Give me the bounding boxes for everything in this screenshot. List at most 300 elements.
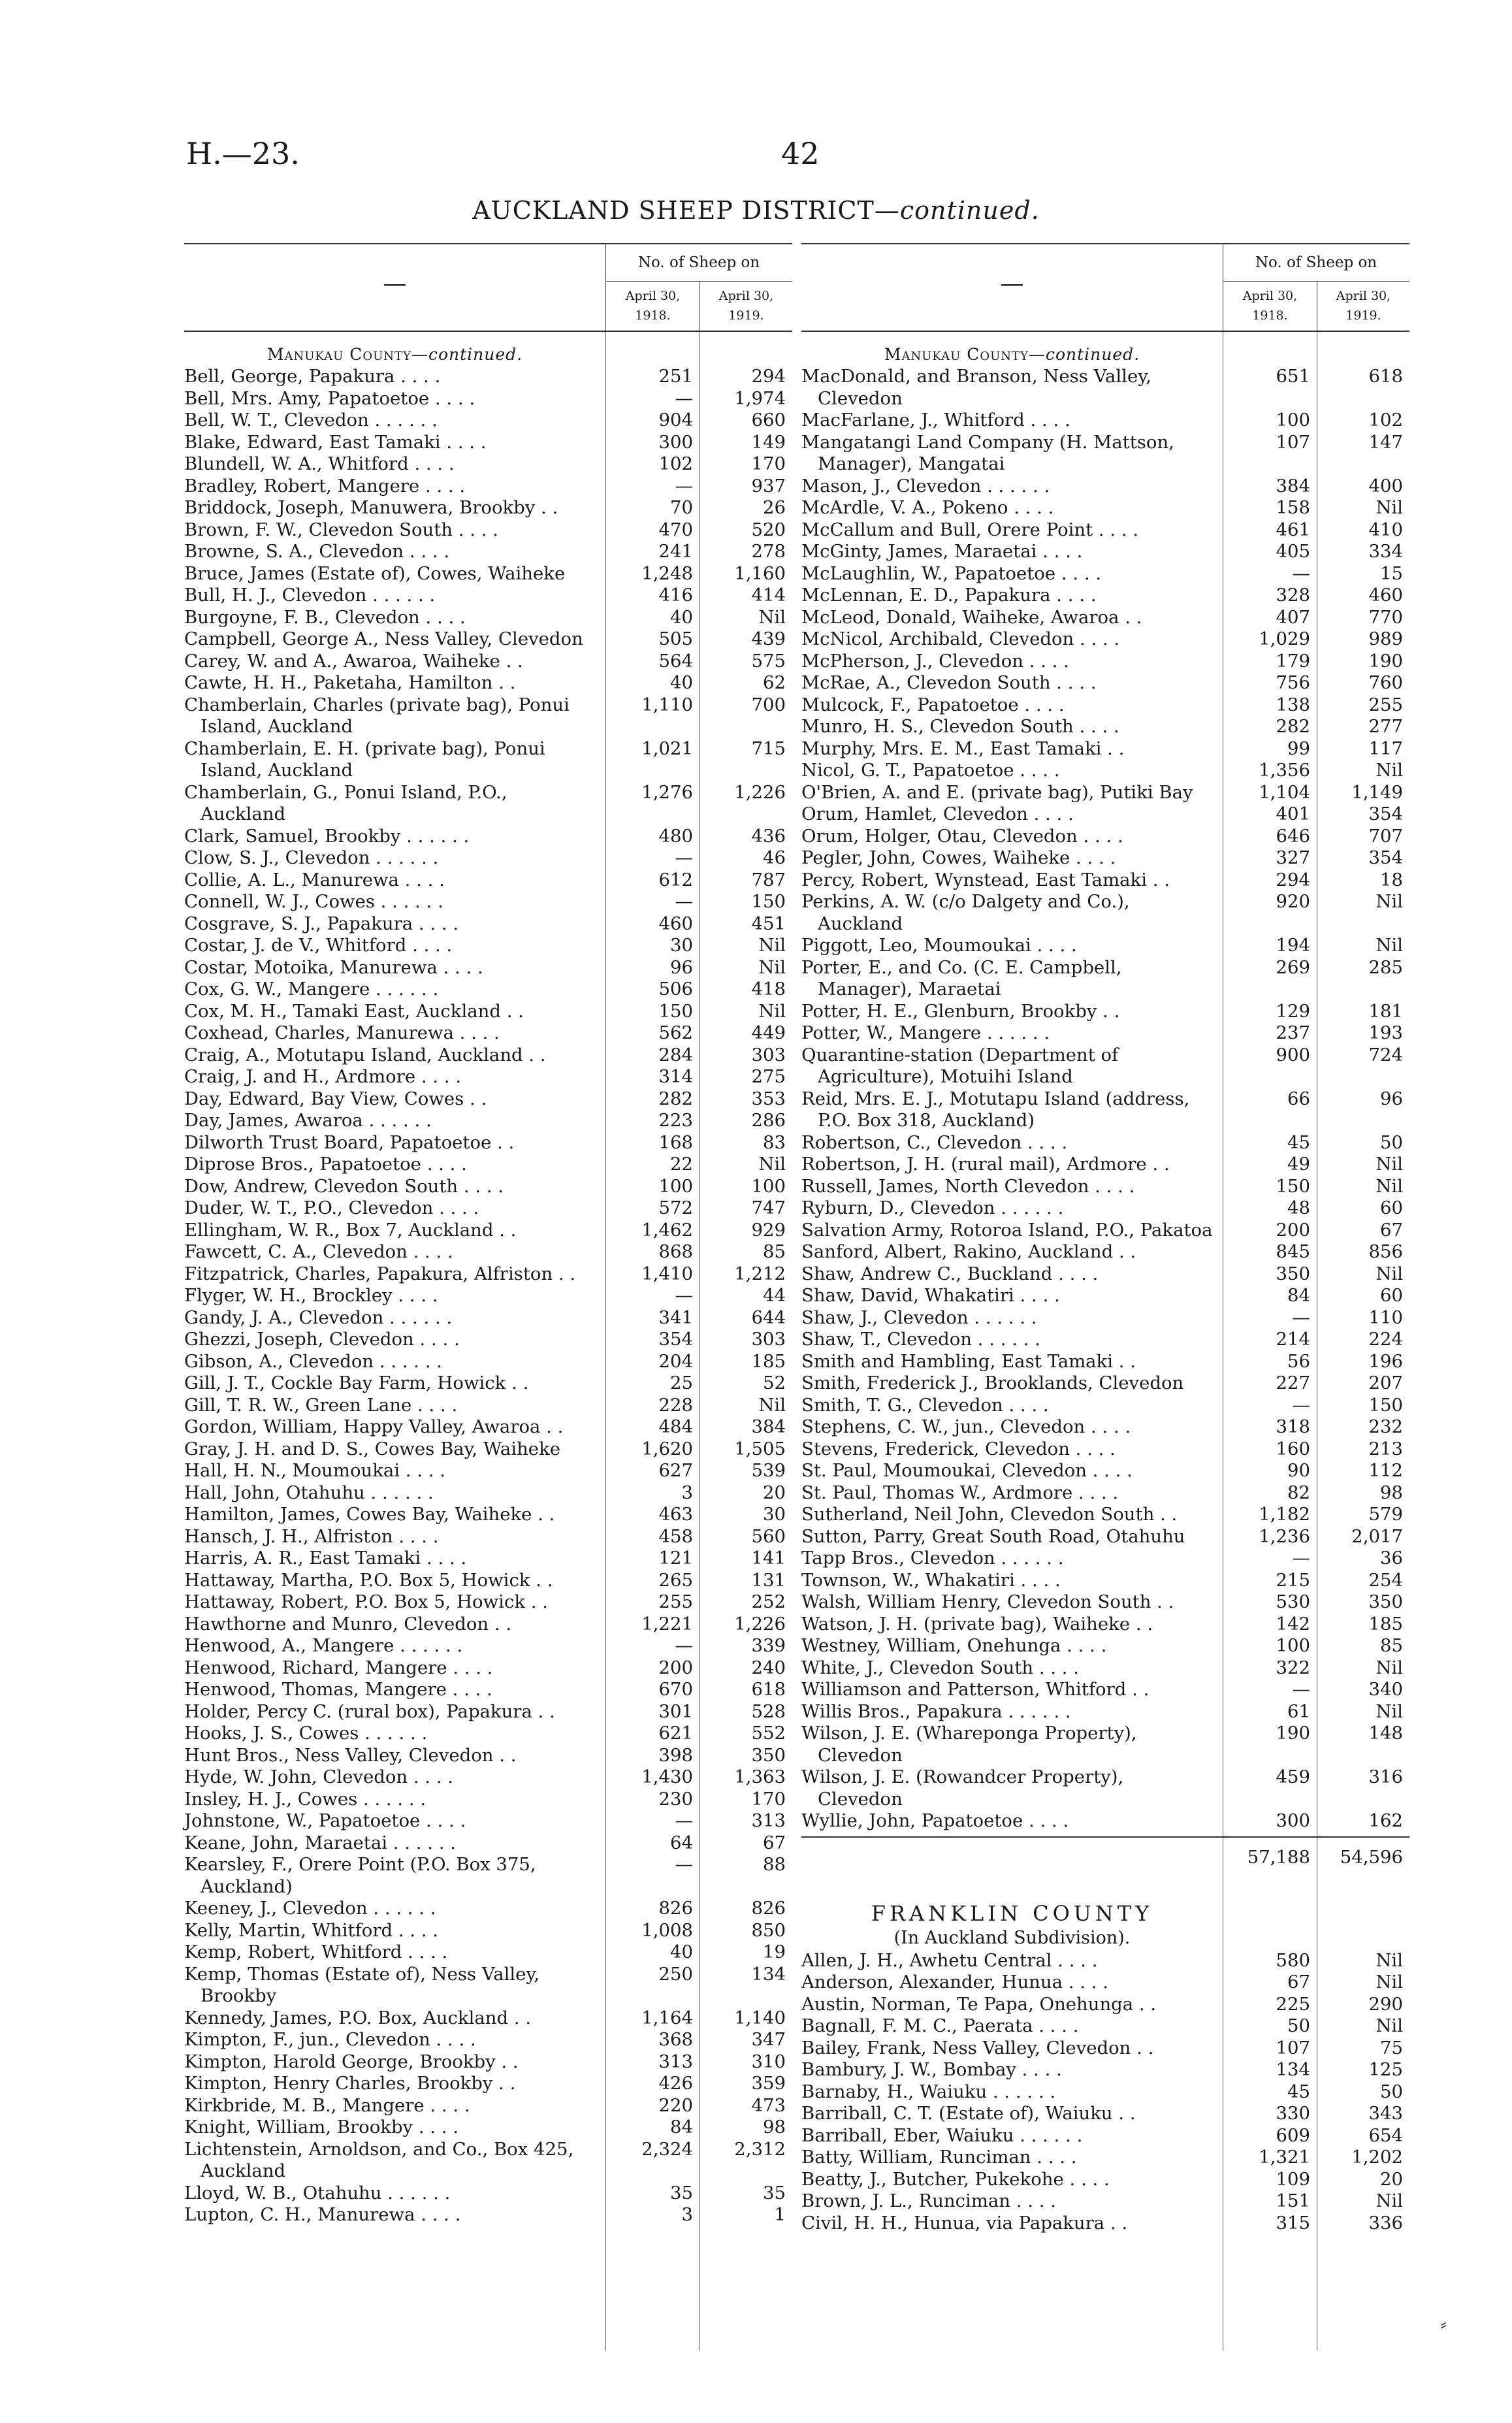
sheep-1919: 354 (1368, 847, 1403, 868)
table-row (184, 1504, 792, 1526)
sheep-1918: 241 (658, 541, 693, 562)
table-row (801, 1994, 1409, 2016)
owner-name: Hansch, J. H., Alfriston . . . . (184, 1525, 439, 1547)
owner-name: Kimpton, F., jun., Clevedon . . . . (184, 2029, 476, 2050)
sheep-1919: 707 (1368, 825, 1403, 847)
sheep-1919: 350 (751, 1744, 786, 1766)
owner-name: Kelly, Martin, Whitford . . . . (184, 1919, 439, 1941)
owner-name: Coxhead, Charles, Manurewa . . . . (184, 1022, 500, 1043)
table-row (801, 1263, 1409, 1286)
sheep-1919: 929 (751, 1219, 786, 1241)
sheep-1918: 282 (1276, 716, 1310, 737)
owner-name: Cawte, H. H., Paketaha, Hamilton . . (184, 672, 516, 693)
table-row (801, 1439, 1409, 1461)
sheep-1918: 609 (1276, 2124, 1310, 2146)
sheep-1918: 1,236 (1259, 1525, 1310, 1547)
owner-name: Ellingham, W. R., Box 7, Auckland . . (184, 1219, 517, 1241)
sheep-1919: 414 (751, 585, 786, 606)
sheep-1919: 715 (751, 738, 786, 759)
table-row (801, 957, 1409, 1001)
sheep-1918: 845 (1276, 1241, 1310, 1262)
owner-name: Kemp, Robert, Whitford . . . . (184, 1942, 448, 1962)
owner-name: Harris, A. R., East Tamaki . . . . (184, 1548, 467, 1569)
owner-name: Bell, W. T., Clevedon . . . . . . (184, 410, 438, 431)
franklin-rows (801, 1950, 1409, 2235)
owner-name: McPherson, J., Clevedon . . . . (801, 650, 1069, 672)
table-row (184, 979, 792, 1001)
table-row (184, 672, 792, 694)
sheep-1918: 61 (1287, 1700, 1310, 1722)
owner-name: Murphy, Mrs. E. M., East Tamaki . . (801, 738, 1125, 759)
owner-name: Smith, Frederick J., Brooklands, Clevedon (801, 1373, 1184, 1393)
owner-name: Day, James, Awaroa . . . . . . (184, 1110, 432, 1131)
sheep-1919: 340 (1368, 1679, 1403, 1700)
sheep-1918: 282 (658, 1088, 693, 1109)
table-row (801, 870, 1409, 892)
sheep-1918: 506 (658, 979, 693, 1000)
sheep-1918: — (1292, 1548, 1310, 1569)
sheep-1919: 1,212 (734, 1263, 786, 1284)
table-row (184, 2204, 792, 2226)
owner-name: Insley, H. J., Cowes . . . . . . (184, 1788, 426, 1810)
sheep-1919: 232 (1368, 1416, 1403, 1437)
sheep-1919: 460 (1368, 585, 1403, 606)
sheep-1918: 1,321 (1259, 2147, 1310, 2168)
sheep-1918: 300 (1276, 1810, 1310, 1831)
owner-name: Browne, S. A., Clevedon . . . . (184, 541, 450, 562)
sheep-1919: 2,312 (734, 2138, 786, 2160)
table-row (184, 453, 792, 476)
right-section-suffix: —continued. (1028, 345, 1140, 364)
right-section-name: Manukau County (884, 345, 1029, 364)
owner-name: Hattaway, Martha, P.O. Box 5, Howick . . (184, 1569, 553, 1591)
owner-name: Sanford, Albert, Rakino, Auckland . . (801, 1241, 1136, 1262)
owner-name: Chamberlain, E. H. (private bag), Ponui Island, Auckland (184, 738, 545, 781)
owner-name: Nicol, G. T., Papatoetoe . . . . (801, 760, 1060, 781)
owner-name: Chamberlain, G., Ponui Island, P.O., Auckland (184, 781, 507, 824)
sheep-1919: 1,160 (734, 562, 786, 584)
sheep-1919: 747 (751, 1197, 786, 1218)
left-rows (184, 366, 792, 2226)
sheep-1918: 328 (1276, 585, 1310, 606)
sheep-1918: 313 (658, 2051, 693, 2072)
table-row (184, 1701, 792, 1723)
table-row (184, 738, 792, 782)
owner-name: Gibson, A., Clevedon . . . . . . (184, 1350, 443, 1372)
right-table-body (801, 332, 1409, 2234)
table-row (184, 1001, 792, 1023)
sheep-1919: 96 (1380, 1088, 1403, 1109)
table-row (184, 563, 792, 585)
table-row (801, 1679, 1409, 1701)
sheep-1918: 99 (1287, 738, 1310, 759)
sheep-1918: 30 (670, 935, 693, 956)
sheep-1919: 60 (1380, 1197, 1403, 1218)
table-row (801, 1482, 1409, 1504)
sheep-1918: — (675, 475, 693, 496)
table-row (801, 585, 1409, 607)
owner-name: Reid, Mrs. E. J., Motutapu Island (address, P.O. Box 318, Auckland) (801, 1088, 1190, 1131)
sheep-1918: 107 (1276, 2037, 1310, 2058)
sheep-1919: 520 (751, 519, 786, 540)
sheep-1918: 56 (1287, 1350, 1310, 1372)
table-row (184, 2183, 792, 2205)
sheep-1918: 1,430 (641, 1766, 693, 1787)
sheep-1919: 20 (1380, 2168, 1403, 2190)
owner-name: Dow, Andrew, Clevedon South . . . . (184, 1175, 504, 1197)
sheep-1919: 384 (751, 1416, 786, 1437)
sheep-1918: 612 (658, 869, 693, 890)
sheep-1918: 66 (1287, 1088, 1310, 1109)
owner-name: Munro, H. S., Clevedon South . . . . (801, 716, 1119, 737)
sheep-1919: 1 (774, 2204, 786, 2225)
sheep-1919: 50 (1380, 2081, 1403, 2102)
owner-name: Pegler, John, Cowes, Waiheke . . . . (801, 847, 1116, 868)
sheep-1919: 760 (1368, 672, 1403, 693)
sheep-1918: 194 (1276, 935, 1310, 956)
sheep-1918: 284 (658, 1044, 693, 1065)
owner-name: Bagnall, F. M. C., Paerata . . . . (801, 2015, 1079, 2036)
sheep-1918: 3 (681, 1482, 693, 1503)
sheep-1918: — (675, 847, 693, 868)
sheep-1918: — (675, 1854, 693, 1875)
table-row (801, 1635, 1409, 1657)
sheep-1918: 107 (1276, 431, 1310, 453)
table-row (801, 2103, 1409, 2125)
sheep-1918: — (1292, 1307, 1310, 1328)
sheep-1918: 350 (1276, 1263, 1310, 1284)
sheep-1918: 459 (1276, 1766, 1310, 1787)
sheep-1919: 162 (1368, 1810, 1403, 1831)
sheep-1918: 90 (1287, 1460, 1310, 1481)
table-row (184, 1241, 792, 1263)
owner-name: Duder, W. T., P.O., Clevedon . . . . (184, 1197, 479, 1218)
sheep-1919: 410 (1368, 519, 1403, 540)
owner-name: Bell, Mrs. Amy, Papatoetoe . . . . (184, 387, 475, 409)
table-row (801, 1001, 1409, 1023)
owner-name: Brown, F. W., Clevedon South . . . . (184, 519, 498, 540)
table-row (801, 1088, 1409, 1132)
sheep-1918: 100 (658, 1175, 693, 1197)
table-row (184, 1964, 792, 2008)
sheep-1918: 227 (1276, 1373, 1310, 1393)
table-row (801, 1395, 1409, 1417)
sheep-1919: 98 (1380, 1482, 1403, 1503)
sheep-1918: 354 (658, 1329, 693, 1350)
manukau-total-1918: 57,188 (1247, 1846, 1310, 1868)
sheep-1918: 265 (658, 1569, 693, 1591)
owner-name: Batty, William, Runciman . . . . (801, 2147, 1077, 2168)
right-section-heading (801, 344, 1223, 366)
sheep-1919: 400 (1368, 475, 1403, 496)
table-row (801, 1548, 1409, 1570)
owner-name: Campbell, George A., Ness Valley, Clevedon (184, 628, 583, 649)
sheep-1919: 575 (751, 650, 786, 672)
table-row (801, 760, 1409, 782)
table-row (801, 497, 1409, 519)
owner-name: Shaw, T., Clevedon . . . . . . (801, 1329, 1040, 1350)
owner-name: Mason, J., Clevedon . . . . . . (801, 475, 1050, 496)
table-row (184, 1745, 792, 1767)
sheep-1919: 528 (751, 1700, 786, 1722)
owner-name: Kemp, Thomas (Estate of), Ness Valley, Brookby (184, 1963, 540, 2006)
sheep-1919: 1,226 (734, 781, 786, 803)
owner-name: McCallum and Bull, Orere Point . . . . (801, 519, 1139, 540)
sheep-1918: 1,008 (641, 1919, 693, 1941)
sheep-1919: 147 (1368, 431, 1403, 453)
table-row (184, 1591, 792, 1614)
owner-name: Henwood, Thomas, Mangere . . . . (184, 1679, 492, 1700)
owner-name: Smith, T. G., Clevedon . . . . (801, 1394, 1049, 1416)
manukau-total-row (801, 1836, 1409, 1881)
sheep-1918: 1,276 (641, 781, 693, 803)
table-row (801, 1373, 1409, 1395)
table-row (184, 1635, 792, 1657)
sheep-1918: 100 (1276, 410, 1310, 431)
table-row (801, 804, 1409, 826)
sheep-1918: — (675, 1635, 693, 1656)
owner-name: Robertson, J. H. (rural mail), Ardmore . . (801, 1154, 1170, 1175)
owner-name: Williamson and Patterson, Whitford . . (801, 1679, 1150, 1700)
owner-name: Cox, M. H., Tamaki East, Auckland . . (184, 1000, 524, 1022)
owner-name: Porter, E., and Co. (C. E. Campbell, Manager), Maraetai (801, 956, 1122, 1000)
owner-name: Kearsley, F., Orere Point (P.O. Box 375, Auckland) (184, 1854, 536, 1897)
table-row (184, 782, 792, 826)
table-row (184, 1110, 792, 1132)
owner-name: Hyde, W. John, Clevedon . . . . (184, 1766, 454, 1787)
sheep-1919: Nil (1375, 891, 1403, 912)
sheep-1919: 193 (1368, 1022, 1403, 1043)
sheep-1919: 125 (1368, 2059, 1403, 2080)
sheep-1919: 449 (751, 1022, 786, 1043)
table-row (801, 2015, 1409, 2038)
sheep-1918: 1,110 (641, 694, 693, 715)
left-header-group: No. of Sheep on (605, 244, 792, 282)
sheep-1919: 255 (1368, 694, 1403, 715)
owner-name: McGinty, James, Maraetai . . . . (801, 541, 1083, 562)
sheep-1919: 148 (1368, 1723, 1403, 1744)
sheep-1918: 341 (658, 1307, 693, 1328)
sheep-1918: 237 (1276, 1022, 1310, 1043)
table-row (184, 1088, 792, 1111)
table-row (184, 1679, 792, 1701)
sheep-1919: 826 (751, 1898, 786, 1919)
sheep-1919: 354 (1368, 804, 1403, 824)
sheep-1918: 904 (658, 410, 693, 431)
owner-name: Westney, William, Onehunga . . . . (801, 1635, 1107, 1656)
sheep-1919: Nil (758, 935, 786, 956)
sheep-1918: 179 (1276, 650, 1310, 672)
sheep-1918: 45 (1287, 2081, 1310, 2102)
owner-name: Stevens, Frederick, Clevedon . . . . (801, 1438, 1116, 1459)
sheep-1918: 426 (658, 2073, 693, 2094)
sheep-1918: 398 (658, 1744, 693, 1766)
sheep-1919: 303 (751, 1329, 786, 1350)
owner-name: Johnstone, W., Papatoetoe . . . . (184, 1810, 466, 1831)
sheep-1919: Nil (1375, 497, 1403, 518)
table-row (184, 2029, 792, 2051)
sheep-1918: 251 (658, 366, 693, 387)
sheep-1918: 756 (1276, 672, 1310, 693)
sheep-1919: 117 (1368, 738, 1403, 759)
sheep-1919: 134 (751, 1963, 786, 1985)
owner-name: Gill, J. T., Cockle Bay Farm, Howick . . (184, 1373, 529, 1393)
owner-name: Orum, Holger, Otau, Clevedon . . . . (801, 825, 1123, 847)
owner-name: Briddock, Joseph, Manuwera, Brookby . . (184, 497, 558, 518)
table-row (801, 1307, 1409, 1329)
sheep-1918: 48 (1287, 1197, 1310, 1218)
table-row (184, 1045, 792, 1067)
table-row (801, 1766, 1409, 1810)
owner-name: Connell, W. J., Cowes . . . . . . (184, 891, 443, 912)
table-row (184, 1329, 792, 1351)
sheep-1919: Nil (758, 1394, 786, 1416)
sheep-1918: 45 (1287, 1131, 1310, 1153)
table-row (801, 782, 1409, 804)
table-row (184, 1942, 792, 1964)
table-row (184, 1482, 792, 1504)
sheep-1919: 579 (1368, 1504, 1403, 1525)
table-row (801, 1132, 1409, 1154)
owner-name: Gordon, William, Happy Valley, Awaroa . . (184, 1416, 564, 1437)
owner-name: Shaw, David, Whakatiri . . . . (801, 1285, 1060, 1306)
sheep-1918: — (1292, 1394, 1310, 1416)
owner-name: Day, Edward, Bay View, Cowes . . (184, 1088, 487, 1109)
sheep-1918: 1,021 (641, 738, 693, 759)
sheep-1918: 463 (658, 1504, 693, 1525)
sheep-1918: 230 (658, 1788, 693, 1810)
sheep-1919: 98 (763, 2117, 786, 2138)
table-row (801, 1022, 1409, 1045)
table-row (184, 476, 792, 498)
table-row (801, 1416, 1409, 1439)
table-row (801, 1504, 1409, 1526)
sheep-1918: 401 (1276, 804, 1310, 824)
table-row (801, 432, 1409, 476)
table-row (801, 1285, 1409, 1307)
sheep-1919: 2,017 (1351, 1525, 1403, 1547)
owner-name: Brown, J. L., Runciman . . . . (801, 2190, 1056, 2211)
right-header-group: No. of Sheep on (1223, 244, 1409, 282)
owner-name: Keeney, J., Clevedon . . . . . . (184, 1898, 436, 1919)
sheep-1918: 322 (1276, 1657, 1310, 1678)
owner-name: St. Paul, Thomas W., Ardmore . . . . (801, 1482, 1119, 1503)
sheep-1918: 121 (658, 1548, 693, 1569)
page-title (0, 196, 1512, 225)
sheep-1919: 618 (1368, 366, 1403, 387)
sheep-1918: 1,221 (641, 1613, 693, 1634)
sheep-1918: 315 (1276, 2212, 1310, 2234)
owner-name: Blundell, W. A., Whitford . . . . (184, 453, 455, 474)
right-header-col-1919: April 30, 1919. (1317, 281, 1409, 331)
sheep-1918: 134 (1276, 2059, 1310, 2080)
sheep-1919: 141 (751, 1548, 786, 1569)
sheep-1919: 19 (763, 1942, 786, 1962)
table-row (184, 1022, 792, 1045)
sheep-1918: 150 (658, 1000, 693, 1022)
sheep-1918: 1,029 (1259, 628, 1310, 649)
sheep-1919: 644 (751, 1307, 786, 1328)
sheep-1918: 102 (658, 453, 693, 474)
right-rows (801, 366, 1409, 1832)
owner-name: Salvation Army, Rotoroa Island, P.O., Pakatoa (801, 1219, 1213, 1241)
sheep-1918: 200 (658, 1657, 693, 1678)
sheep-1919: 67 (1380, 1219, 1403, 1241)
owner-name: Hunt Bros., Ness Valley, Clevedon . . (184, 1744, 517, 1766)
table-row (801, 1950, 1409, 1972)
owner-name: Diprose Bros., Papatoetoe . . . . (184, 1154, 467, 1175)
owner-name: O'Brien, A. and E. (private bag), Putiki Bay (801, 781, 1193, 803)
sheep-1919: 190 (1368, 650, 1403, 672)
sheep-1919: 196 (1368, 1350, 1403, 1372)
owner-name: Clow, S. J., Clevedon . . . . . . (184, 847, 439, 868)
table-row (184, 1723, 792, 1745)
owner-name: Robertson, C., Clevedon . . . . (801, 1131, 1068, 1153)
sheep-1918: 572 (658, 1197, 693, 1218)
owner-name: Blake, Edward, East Tamaki . . . . (184, 431, 487, 453)
table-row (184, 1066, 792, 1088)
sheep-1919: 334 (1368, 541, 1403, 562)
owner-name: Carey, W. and A., Awaroa, Waiheke . . (184, 650, 523, 672)
table-row (801, 1570, 1409, 1592)
owner-name: Barriball, C. T. (Estate of), Waiuku . . (801, 2103, 1136, 2124)
sheep-1919: 170 (751, 453, 786, 474)
owner-name: Burgoyne, F. B., Clevedon . . . . (184, 606, 466, 628)
owner-name: Ghezzi, Joseph, Clevedon . . . . (184, 1329, 460, 1350)
table-row (184, 1197, 792, 1220)
table-row (184, 628, 792, 651)
table-row (184, 1460, 792, 1482)
owner-name: Knight, William, Brookby . . . . (184, 2117, 459, 2138)
sheep-1918: 470 (658, 519, 693, 540)
sheep-1919: 1,363 (734, 1766, 786, 1787)
sheep-1919: 207 (1368, 1373, 1403, 1393)
sheep-1918: 407 (1276, 606, 1310, 628)
sheep-1919: 1,505 (734, 1438, 786, 1459)
sheep-1919: 350 (1368, 1591, 1403, 1612)
table-row (184, 1810, 792, 1832)
owner-name: Cosgrave, S. J., Papakura . . . . (184, 913, 459, 934)
sheep-1919: 618 (751, 1679, 786, 1700)
sheep-1918: 562 (658, 1022, 693, 1043)
table-row (801, 1329, 1409, 1351)
owner-name: Cox, G. W., Mangere . . . . . . (184, 979, 439, 1000)
sheep-1919: Nil (1375, 2190, 1403, 2211)
owner-name: Allen, J. H., Awhetu Central . . . . (801, 1949, 1098, 1971)
sheep-1919: Nil (1375, 2015, 1403, 2036)
sheep-1918: 96 (670, 956, 693, 978)
table-row (801, 2213, 1409, 2235)
table-row (184, 1657, 792, 1680)
sheep-1919: 85 (1380, 1635, 1403, 1656)
left-table-header (184, 243, 792, 332)
owner-name: Henwood, A., Mangere . . . . . . (184, 1635, 463, 1656)
sheep-1919: 560 (751, 1525, 786, 1547)
right-header-col-1918: April 30, 1918. (1223, 281, 1317, 331)
sheep-1919: 989 (1368, 628, 1403, 649)
sheep-1919: 62 (763, 672, 786, 693)
table-row (184, 607, 792, 629)
left-header-dash: — (383, 270, 407, 297)
table-row (184, 497, 792, 519)
sheep-1919: 316 (1368, 1766, 1403, 1787)
sheep-1919: 552 (751, 1723, 786, 1744)
sheep-1919: 60 (1380, 1285, 1403, 1306)
sheep-1918: 255 (658, 1591, 693, 1612)
owner-name: Austin, Norman, Te Papa, Onehunga . . (801, 1993, 1157, 2015)
sheep-1919: 850 (751, 1919, 786, 1941)
sheep-1918: 301 (658, 1700, 693, 1722)
